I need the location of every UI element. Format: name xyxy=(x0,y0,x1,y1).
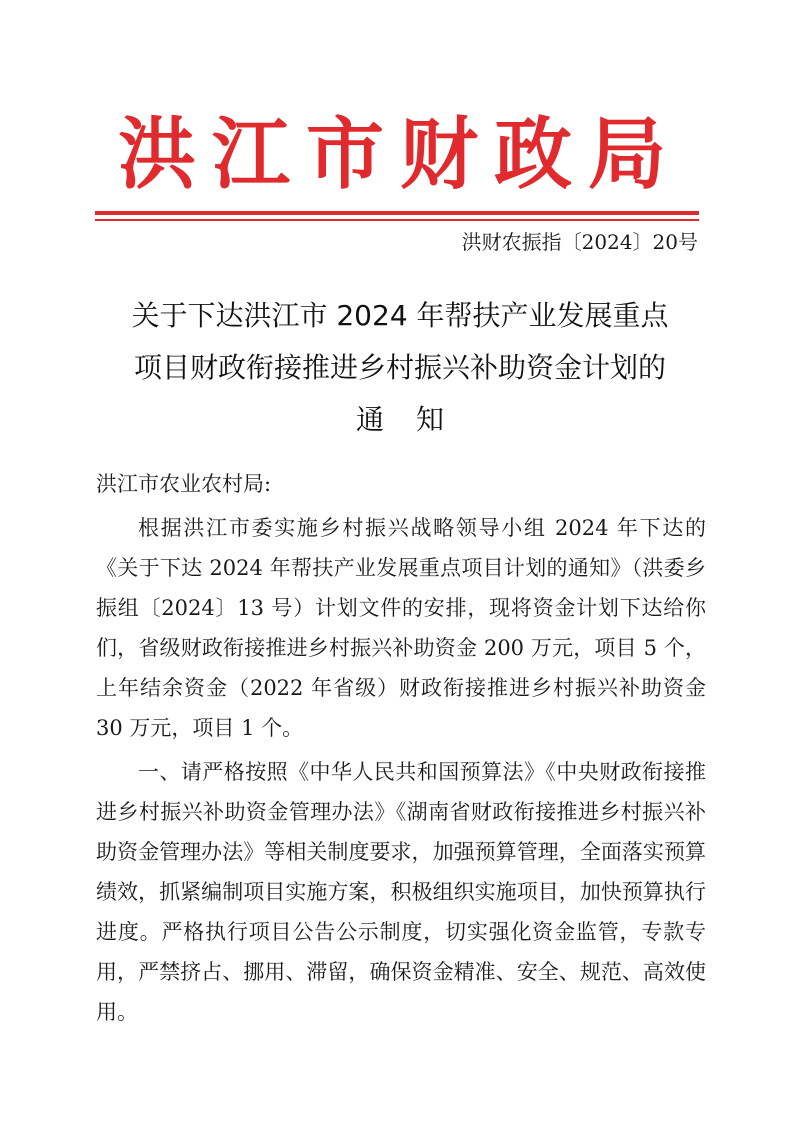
title-line-2: 项目财政衔接推进乡村振兴补助资金计划的 xyxy=(133,351,666,384)
agency-masthead: 洪江市财政局 xyxy=(117,109,682,200)
masthead-rule-thick xyxy=(95,211,699,215)
document-title xyxy=(95,290,705,446)
title-line-3: 通知 xyxy=(355,403,476,436)
masthead-rule-thin xyxy=(95,219,699,221)
document-body xyxy=(96,464,706,1032)
title-line-1: 关于下达洪江市 2024 年帮扶产业发展重点 xyxy=(131,299,669,332)
addressee: 洪江市农业农村局: xyxy=(96,472,272,496)
document-number: 洪财农振指〔2024〕20号 xyxy=(461,230,698,254)
paragraph-1: 根据洪江市委实施乡村振兴战略领导小组 2024 年下达的《关于下达 2024 年帮扶产业发展重点项目计划的通知》（洪委乡振组〔2024〕13 号）计划文件的安排，现将资金计划下达给你们，省级财政衔接推进乡村振兴补助资金 200 万元，项目 5 个，上年结余资金（2022 年省级）财政衔接推进乡村振兴补助资金 30 万元，项目 1 个。 xyxy=(96,516,706,740)
paragraph-2: 一、请严格按照《中华人民共和国预算法》《中央财政衔接推进乡村振兴补助资金管理办法》《湖南省财政衔接推进乡村振兴补助资金管理办法》等相关制度要求，加强预算管理，全面落实预算绩效，抓紧编制项目实施方案，积极组织实施项目，加快预算执行进度。严格执行项目公告公示制度，切实强化资金监管，专款专用，严禁挤占、挪用、滞留，确保资金精准、安全、规范、高效使用。 xyxy=(96,760,706,1024)
